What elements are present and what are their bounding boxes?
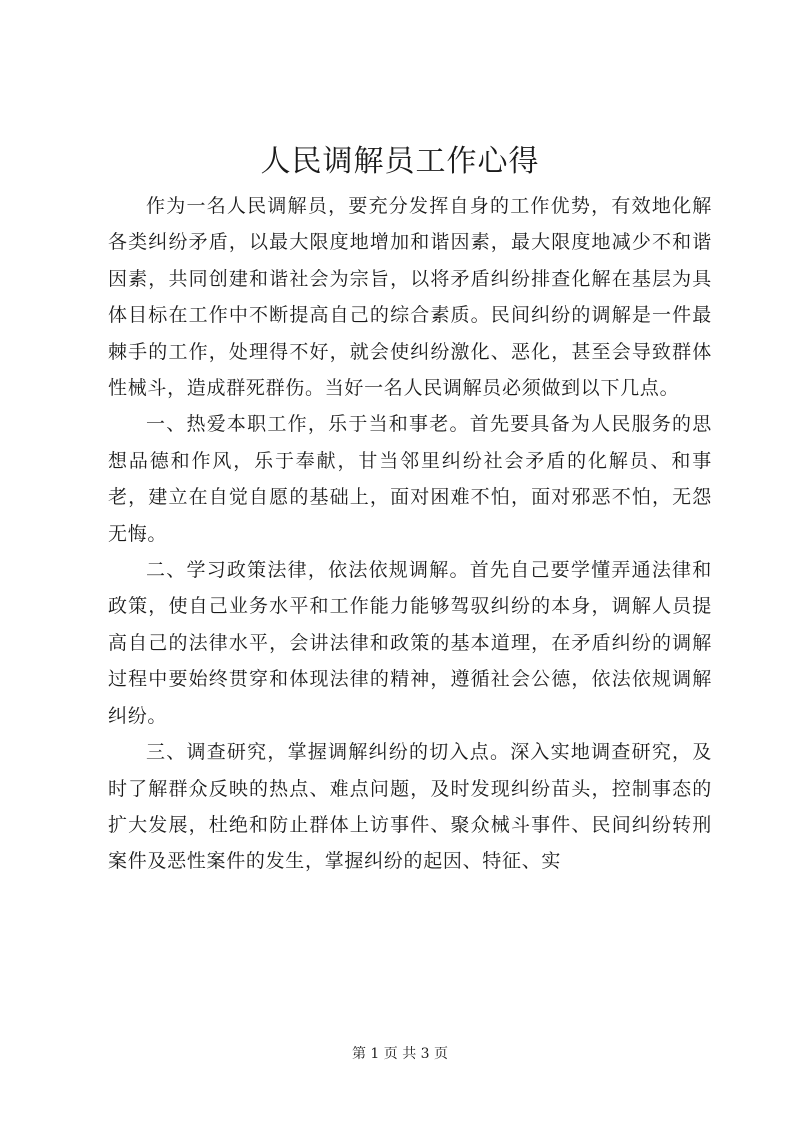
paragraph-intro: 作为一名人民调解员，要充分发挥自身的工作优势，有效地化解各类纠纷矛盾，以最大限度地增加和谐因素，最大限度地减少不和谐因素，共同创建和谐社会为宗旨，以将矛盾纠纷排查化解在基层为具体目标在工作中不断提高自己的综合素质。民间纠纷的调解是一件最棘手的工作，处理得不好，就会使纠纷激化、恶化，甚至会导致群体性械斗，造成群死群伤。当好一名人民调解员必须做到以下几点。 (108, 195, 712, 400)
paragraph-point-3: 三、调查研究，掌握调解纠纷的切入点。深入实地调查研究，及时了解群众反映的热点、难点问题，及时发现纠纷苗头，控制事态的扩大发展，杜绝和防止群体上访事件、聚众械斗事件、民间纠纷转刑案件及恶性案件的发生，掌握纠纷的起因、特征、实 (108, 741, 712, 873)
paragraph-point-2: 二、学习政策法律，依法依规调解。首先自己要学懂弄通法律和政策，使自己业务水平和工作能力能够驾驭纠纷的本身，调解人员提高自己的法律水平，会讲法律和政策的基本道理，在矛盾纠纷的调解过程中要始终贯穿和体现法律的精神，遵循社会公德，依法依规调解纠纷。 (108, 559, 712, 727)
page-number-footer: 第 1 页 共 3 页 (351, 1046, 449, 1062)
document-body (108, 188, 712, 880)
document-title: 人民调解员工作心得 (260, 144, 540, 179)
paragraph-point-1: 一、热爱本职工作，乐于当和事老。首先要具备为人民服务的思想品德和作风，乐于奉献，甘当邻里纠纷社会矛盾的化解员、和事老，建立在自觉自愿的基础上，面对困难不怕，面对邪恶不怕，无怨无悔。 (108, 413, 712, 545)
